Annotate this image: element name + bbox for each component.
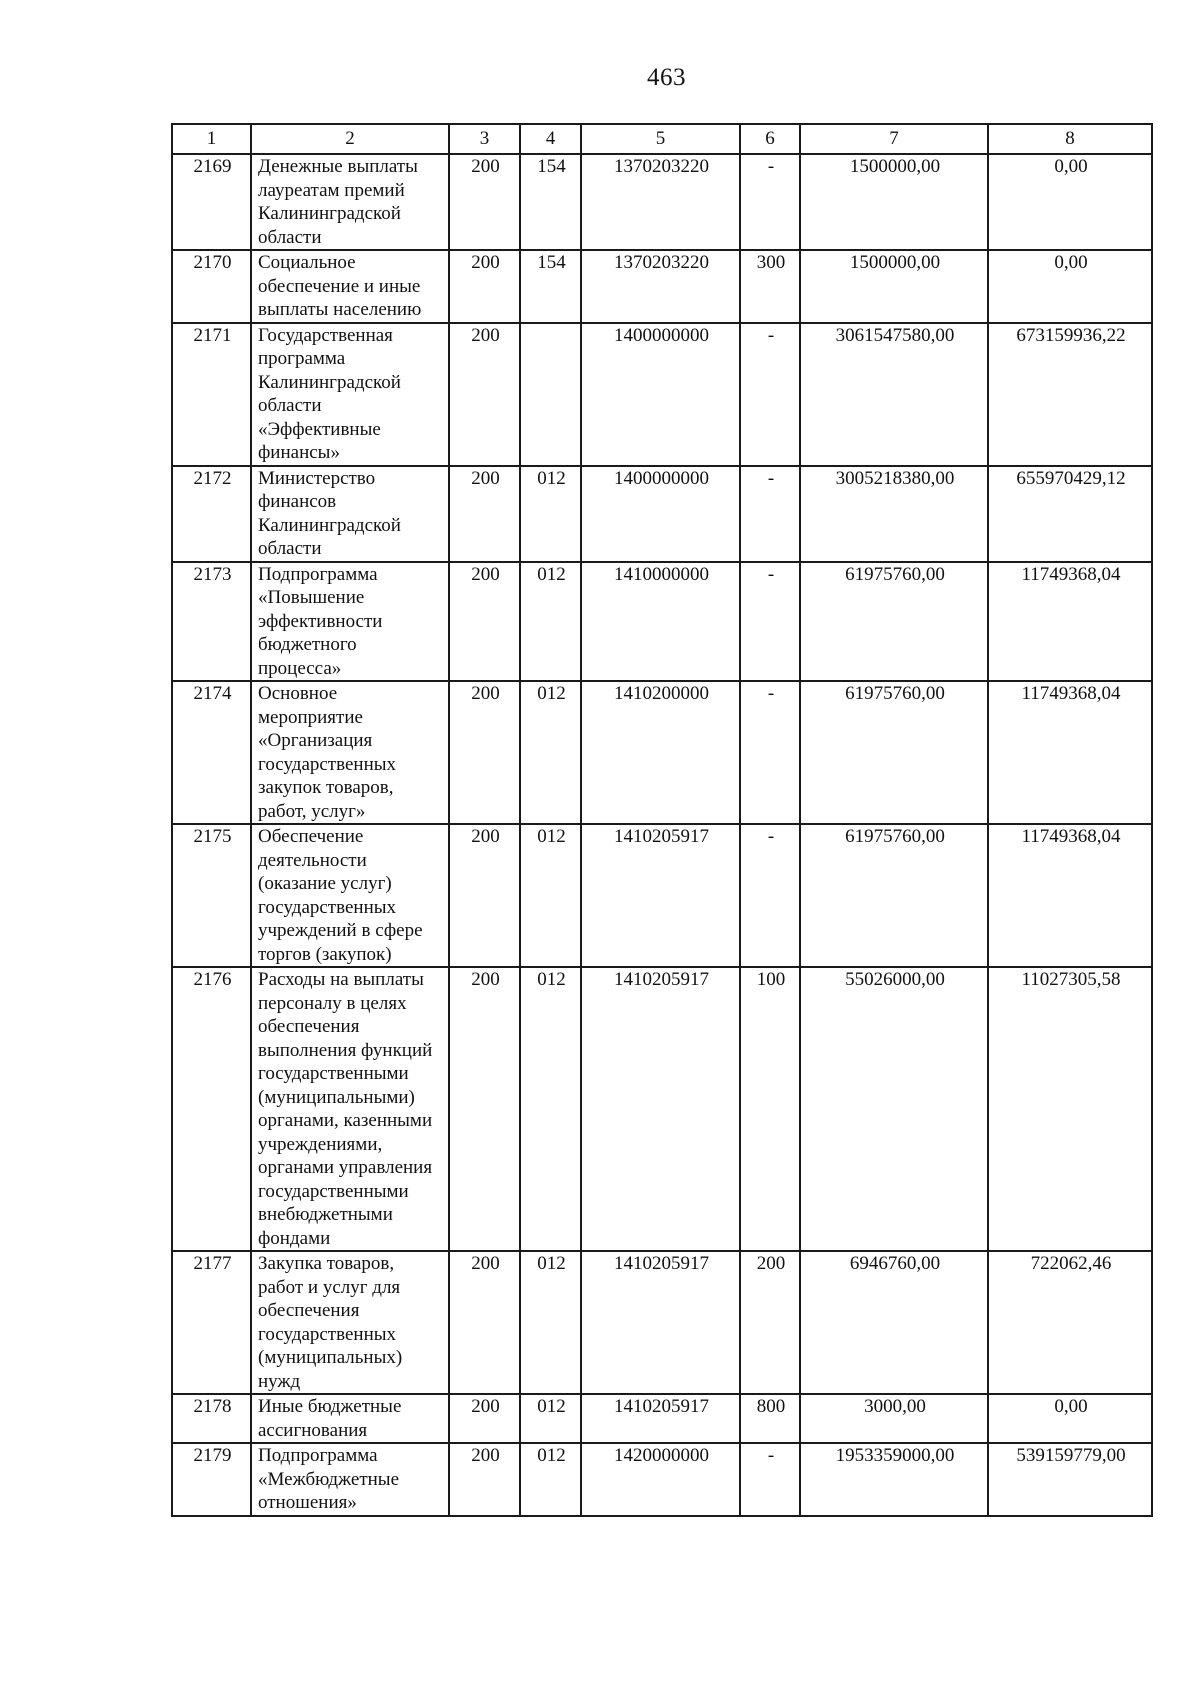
cell-col5: 1370203220 xyxy=(581,154,740,250)
row-number: 2170 xyxy=(172,250,251,323)
row-description: Социальное обеспечение и иные выплаты населению xyxy=(251,250,449,323)
row-description: Денежные выплаты лауреатам премий Калининградской области xyxy=(251,154,449,250)
cell-col6: - xyxy=(740,466,800,562)
cell-col5: 1410205917 xyxy=(581,1394,740,1443)
cell-col4: 012 xyxy=(520,681,581,824)
cell-col5: 1410200000 xyxy=(581,681,740,824)
header-cell: 3 xyxy=(449,124,520,154)
cell-col6: 300 xyxy=(740,250,800,323)
cell-col3: 200 xyxy=(449,466,520,562)
cell-col4: 012 xyxy=(520,466,581,562)
cell-col5: 1400000000 xyxy=(581,323,740,466)
cell-col7: 61975760,00 xyxy=(800,824,988,967)
table-row xyxy=(172,1394,1152,1443)
cell-col4: 012 xyxy=(520,1251,581,1394)
table-row xyxy=(172,154,1152,250)
cell-col4: 154 xyxy=(520,250,581,323)
row-description: Основное мероприятие «Организация государственных закупок товаров, работ, услуг» xyxy=(251,681,449,824)
row-description: Обеспечение деятельности (оказание услуг) государственных учреждений в сфере торгов (закупок) xyxy=(251,824,449,967)
cell-col8: 722062,46 xyxy=(988,1251,1152,1394)
cell-col8: 11749368,04 xyxy=(988,824,1152,967)
row-number: 2174 xyxy=(172,681,251,824)
cell-col4: 012 xyxy=(520,562,581,682)
header-cell: 2 xyxy=(251,124,449,154)
row-number: 2172 xyxy=(172,466,251,562)
cell-col4: 012 xyxy=(520,1443,581,1516)
row-number: 2175 xyxy=(172,824,251,967)
cell-col3: 200 xyxy=(449,824,520,967)
cell-col6: 100 xyxy=(740,967,800,1251)
table-row xyxy=(172,967,1152,1251)
row-description: Государственная программа Калининградской области «Эффективные финансы» xyxy=(251,323,449,466)
row-number: 2169 xyxy=(172,154,251,250)
cell-col8: 655970429,12 xyxy=(988,466,1152,562)
cell-col7: 3000,00 xyxy=(800,1394,988,1443)
row-number: 2177 xyxy=(172,1251,251,1394)
cell-col7: 55026000,00 xyxy=(800,967,988,1251)
header-cell: 5 xyxy=(581,124,740,154)
cell-col6: 800 xyxy=(740,1394,800,1443)
row-description: Расходы на выплаты персоналу в целях обеспечения выполнения функций государственными (муниципальными) органами, казенными учреждениями, органами управления государственными внебюджетными фондами xyxy=(251,967,449,1251)
cell-col8: 0,00 xyxy=(988,154,1152,250)
cell-col3: 200 xyxy=(449,323,520,466)
cell-col8: 0,00 xyxy=(988,1394,1152,1443)
cell-col7: 61975760,00 xyxy=(800,562,988,682)
cell-col5: 1410000000 xyxy=(581,562,740,682)
cell-col5: 1400000000 xyxy=(581,466,740,562)
cell-col5: 1410205917 xyxy=(581,1251,740,1394)
cell-col5: 1420000000 xyxy=(581,1443,740,1516)
cell-col3: 200 xyxy=(449,562,520,682)
cell-col7: 61975760,00 xyxy=(800,681,988,824)
cell-col6: - xyxy=(740,824,800,967)
cell-col5: 1370203220 xyxy=(581,250,740,323)
cell-col6: - xyxy=(740,562,800,682)
cell-col4: 012 xyxy=(520,824,581,967)
cell-col7: 3005218380,00 xyxy=(800,466,988,562)
cell-col4: 012 xyxy=(520,1394,581,1443)
cell-col4: 012 xyxy=(520,967,581,1251)
page-number: 463 xyxy=(647,64,686,91)
cell-col3: 200 xyxy=(449,1251,520,1394)
table-row xyxy=(172,1251,1152,1394)
cell-col3: 200 xyxy=(449,1443,520,1516)
cell-col8: 11027305,58 xyxy=(988,967,1152,1251)
table-row xyxy=(172,323,1152,466)
cell-col3: 200 xyxy=(449,250,520,323)
cell-col5: 1410205917 xyxy=(581,967,740,1251)
table-row xyxy=(172,1443,1152,1516)
cell-col7: 1500000,00 xyxy=(800,154,988,250)
cell-col6: - xyxy=(740,154,800,250)
cell-col7: 1953359000,00 xyxy=(800,1443,988,1516)
row-description: Иные бюджетные ассигнования xyxy=(251,1394,449,1443)
cell-col3: 200 xyxy=(449,967,520,1251)
cell-col8: 539159779,00 xyxy=(988,1443,1152,1516)
row-description: Подпрограмма «Межбюджетные отношения» xyxy=(251,1443,449,1516)
cell-col7: 6946760,00 xyxy=(800,1251,988,1394)
table-row xyxy=(172,250,1152,323)
row-number: 2178 xyxy=(172,1394,251,1443)
table-header-row xyxy=(172,124,1152,154)
row-description: Подпрограмма «Повышение эффективности бюджетного процесса» xyxy=(251,562,449,682)
header-cell: 6 xyxy=(740,124,800,154)
row-number: 2171 xyxy=(172,323,251,466)
row-description: Закупка товаров, работ и услуг для обеспечения государственных (муниципальных) нужд xyxy=(251,1251,449,1394)
cell-col5: 1410205917 xyxy=(581,824,740,967)
row-number: 2173 xyxy=(172,562,251,682)
cell-col6: - xyxy=(740,681,800,824)
cell-col8: 11749368,04 xyxy=(988,562,1152,682)
cell-col7: 1500000,00 xyxy=(800,250,988,323)
cell-col8: 11749368,04 xyxy=(988,681,1152,824)
cell-col3: 200 xyxy=(449,681,520,824)
row-number: 2179 xyxy=(172,1443,251,1516)
table-row xyxy=(172,562,1152,682)
cell-col3: 200 xyxy=(449,154,520,250)
table-row xyxy=(172,824,1152,967)
cell-col6: 200 xyxy=(740,1251,800,1394)
header-cell: 4 xyxy=(520,124,581,154)
cell-col8: 0,00 xyxy=(988,250,1152,323)
cell-col4 xyxy=(520,323,581,466)
budget-table xyxy=(171,123,1153,1517)
header-cell: 1 xyxy=(172,124,251,154)
row-description: Министерство финансов Калининградской области xyxy=(251,466,449,562)
header-cell: 7 xyxy=(800,124,988,154)
row-number: 2176 xyxy=(172,967,251,1251)
cell-col6: - xyxy=(740,1443,800,1516)
cell-col3: 200 xyxy=(449,1394,520,1443)
cell-col8: 673159936,22 xyxy=(988,323,1152,466)
header-cell: 8 xyxy=(988,124,1152,154)
cell-col6: - xyxy=(740,323,800,466)
cell-col7: 3061547580,00 xyxy=(800,323,988,466)
table-row xyxy=(172,681,1152,824)
table-row xyxy=(172,466,1152,562)
cell-col4: 154 xyxy=(520,154,581,250)
